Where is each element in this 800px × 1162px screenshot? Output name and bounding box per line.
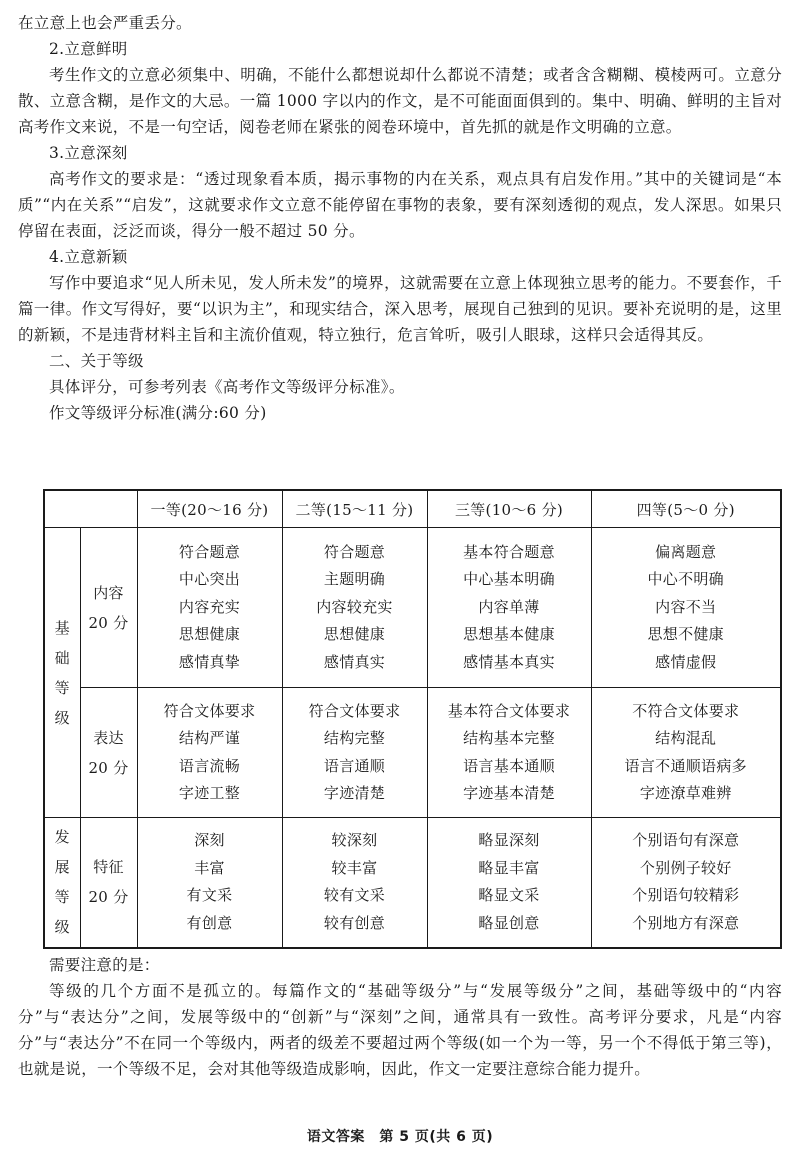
column-header: 一等(20～16 分) [137, 490, 282, 528]
text-block-bottom [18, 952, 782, 1082]
row-label: 内容 20 分 [80, 528, 137, 688]
table-caption: 作文等级评分标准(满分:60 分) [49, 404, 267, 422]
group-label: 基 础 等 级 [44, 528, 80, 818]
table-row [44, 528, 781, 688]
page-footer: 语文答案 第 5 页(共 6 页) [306, 1129, 494, 1145]
section-heading: 3.立意深刻 [49, 144, 128, 162]
table-cell: 个别语句有深意 个别例子较好 个别语句较精彩 个别地方有深意 [591, 818, 781, 948]
table-cell: 较深刻 较丰富 较有文采 较有创意 [282, 818, 427, 948]
section-heading: 2.立意鲜明 [49, 40, 128, 58]
group-label: 发 展 等 级 [44, 818, 80, 948]
table-corner [44, 490, 137, 528]
table-cell: 符合题意 主题明确 内容较充实 思想健康 感情真实 [282, 528, 427, 688]
section-body: 写作中要追求“见人所未见，发人所未发”的境界，这就需要在立意上体现独立思考的能力。不要套作，千篇一律。作文写得好，要“以识为主”，和现实结合，深入思考，展现自己独到的见识。要补充说明的是，这里的新颖，不是违背材料主旨和主流价值观，特立独行，危言耸听，吸引人眼球，这样只会适得其反。 [18, 274, 782, 344]
table-cell: 符合文体要求 结构完整 语言通顺 字迹清楚 [282, 688, 427, 818]
table-cell: 偏离题意 中心不明确 内容不当 思想不健康 感情虚假 [591, 528, 781, 688]
table-cell: 不符合文体要求 结构混乱 语言不通顺语病多 字迹潦草难辨 [591, 688, 781, 818]
intro-tail: 在立意上也会严重丢分。 [18, 14, 192, 32]
column-header: 四等(5～0 分) [591, 490, 781, 528]
table-cell: 符合题意 中心突出 内容充实 思想健康 感情真挚 [137, 528, 282, 688]
table-cell: 略显深刻 略显丰富 略显文采 略显创意 [427, 818, 591, 948]
grade-heading: 二、关于等级 [49, 352, 144, 370]
section-body: 考生作文的立意必须集中、明确，不能什么都想说却什么都说不清楚；或者含含糊糊、模棱两可。立意分散、立意含糊，是作文的大忌。一篇 1000 字以内的作文，是不可能面面俱到的。集中、明确、鲜明的主旨对高考作文来说，不是一句空话，阅卷老师在紧张的阅卷环境中，首先抓的就是作文明确的立意。 [18, 66, 782, 136]
column-header: 三等(10～6 分) [427, 490, 591, 528]
text-block-top [18, 10, 782, 426]
table-cell: 基本符合题意 中心基本明确 内容单薄 思想基本健康 感情基本真实 [427, 528, 591, 688]
column-header: 二等(15～11 分) [282, 490, 427, 528]
note-body: 等级的几个方面不是孤立的。每篇作文的“基础等级分”与“发展等级分”之间，基础等级中的“内容分”与“表达分”之间，发展等级中的“创新”与“深刻”之间，通常具有一致性。高考评分要求，凡是“内容分”与“表达分”不在同一个等级内，两者的级差不要超过两个等级(如一个为一等，另一个不得低于第三等)，也就是说，一个等级不足，会对其他等级造成影响，因此，作文一定要注意综合能力提升。 [18, 982, 782, 1078]
table-cell: 深刻 丰富 有文采 有创意 [137, 818, 282, 948]
table-row [44, 818, 781, 948]
table-cell: 基本符合文体要求 结构基本完整 语言基本通顺 字迹基本清楚 [427, 688, 591, 818]
row-label: 表达 20 分 [80, 688, 137, 818]
note-heading: 需要注意的是： [49, 956, 160, 974]
section-heading: 4.立意新颖 [49, 248, 128, 266]
grading-table [43, 489, 782, 949]
section-body: 高考作文的要求是：“透过现象看本质，揭示事物的内在关系，观点具有启发作用。”其中的关键词是“本质”“内在关系”“启发”，这就要求作文立意不能停留在事物的表象，要有深刻透彻的观点，发人深思。如果只停留在表面，泛泛而谈，得分一般不超过 50 分。 [18, 170, 782, 240]
table-row [44, 688, 781, 818]
table-header-row [44, 490, 781, 528]
table-cell: 符合文体要求 结构严谨 语言流畅 字迹工整 [137, 688, 282, 818]
grade-intro: 具体评分，可参考列表《高考作文等级评分标准》。 [49, 378, 405, 396]
row-label: 特征 20 分 [80, 818, 137, 948]
